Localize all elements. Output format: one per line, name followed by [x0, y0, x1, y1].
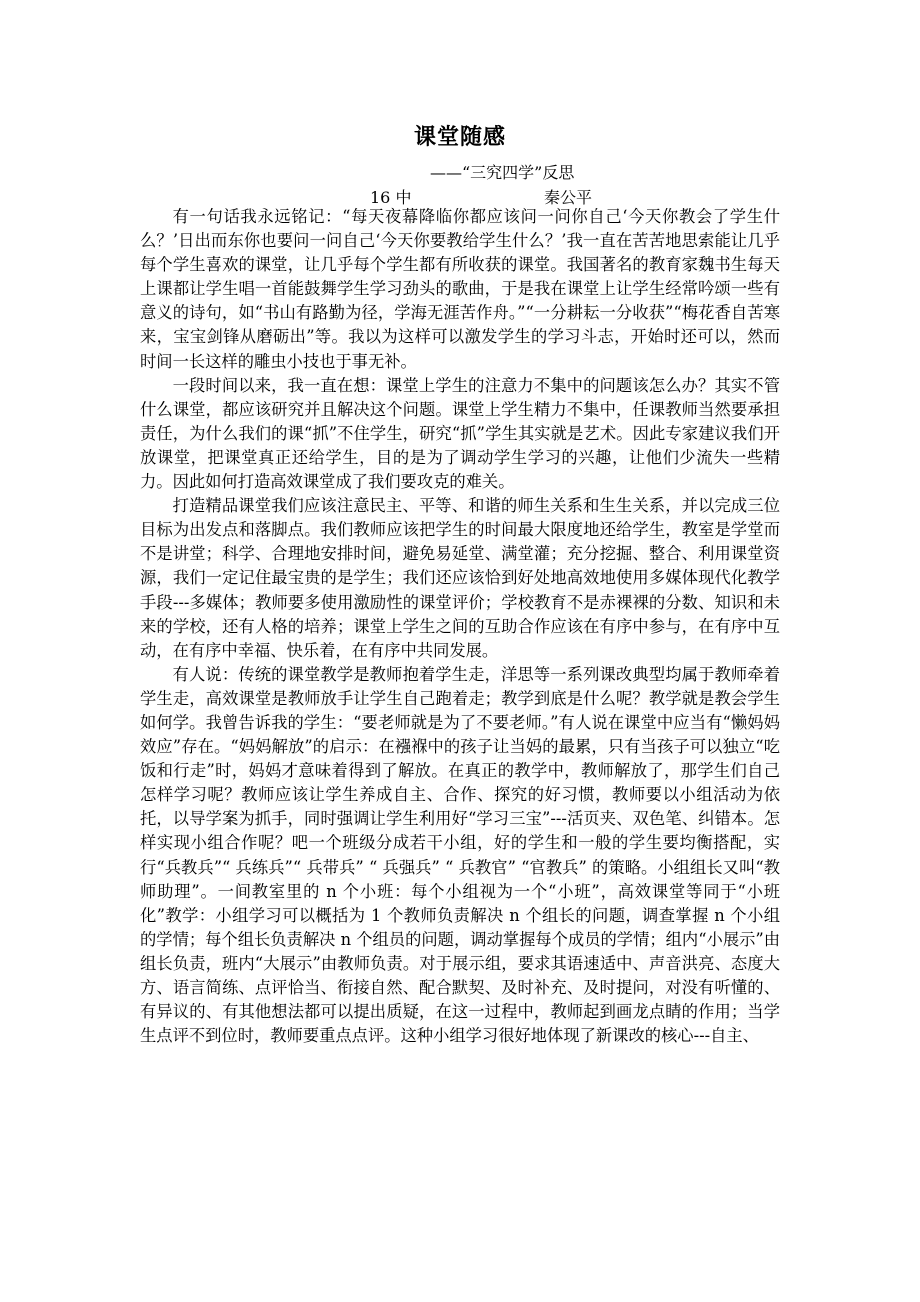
- paragraph: 打造精品课堂我们应该注意民主、平等、和谐的师生关系和生生关系，并以完成三位目标为出发点和落脚点。我们教师应该把学生的时间最大限度地还给学生，教室是学堂而不是讲堂；科学、合理地安排时间，避免易延堂、满堂灌；充分挖掘、整合、利用课堂资源，我们一定记住最宝贵的是学生；我们还应该恰到好处地高效地使用多媒体现代化教学手段---多媒体；教师要多使用激励性的课堂评价；学校教育不是赤裸裸的分数、知识和未来的学校，还有人格的培养；课堂上学生之间的互助合作应该在有序中参与，在有序中互动，在有序中幸福、快乐着，在有序中共同发展。: [140, 496, 780, 660]
- document-subtitle: ——“三究四学”反思: [430, 163, 575, 182]
- document-title: 课堂随感: [413, 124, 506, 150]
- paragraph: 有人说：传统的课堂教学是教师抱着学生走，洋思等一系列课改典型均属于教师牵着学生走，高效课堂是教师放手让学生自己跑着走；教学到底是什么呢？教学就是教会学生如何学。我曾告诉我的学生：“要老师就是为了不要老师。”有人说在课堂中应当有“懒妈妈效应”存在。“妈妈解放”的启示：在襁褓中的孩子让当妈的最累，只有当孩子可以独立“吃饭和行走”时，妈妈才意味着得到了解放。在真正的教学中，教师解放了，那学生们自己怎样学习呢？教师应该让学生养成自主、合作、探究的好习惯，教师要以小组活动为依托，以导学案为抓手，同时强调让学生利用好“学习三宝”---活页夹、双色笔、纠错本。怎样实现小组合作呢？吧一个班级分成若干小组，好的学生和一般的学生要均衡搭配，实行“兵教兵”“ 兵练兵”“ 兵带兵” “ 兵强兵” “ 兵教官” “官教兵” 的策略。小组组长又叫“教师助理”。一间教室里的 n 个小班：每个小组视为一个“小班”，高效课堂等同于“小班化”教学：小组学习可以概括为 1 个教师负责解决 n 个组长的问题，调查掌握 n 个小组的学情；每个组长负责解决 n 个组员的问题，调动掌握每个成员的学情；组内“小展示”由组长负责，班内“大展示”由教师负责。对于展示组，要求其语速适中、声音洪亮、态度大方、语言简练、点评恰当、衔接自然、配合默契、及时补充、及时提问，对没有听懂的、有异议的、有其他想法都可以提出质疑，在这一过程中，教师起到画龙点睛的作用；当学生点评不到位时，教师要重点点评。这种小组学习很好地体现了新课改的核心---自主、: [140, 664, 780, 1046]
- author-school: 16 中: [370, 188, 412, 207]
- paragraph: 有一句话我永远铭记：“每天夜幕降临你都应该问一问你自己‘今天你教会了学生什么？’日出而东你也要问一问自己‘今天你要教给学生什么？’我一直在苦苦地思索能让几乎每个学生喜欢的课堂，让几乎每个学生都有所收获的课堂。我国著名的教育家魏书生每天上课都让学生唱一首能鼓舞学生学习劲头的歌曲，于是我在课堂上让学生经常吟颂一些有意义的诗句，如“书山有路勤为径，学海无涯苦作舟。”“一分耕耘一分收获”“梅花香自苦寒来，宝宝剑锋从磨砺出”等。我以为这样可以激发学生的学习斗志，开始时还可以，然而时间一长这样的雕虫小技也于事无补。: [140, 207, 780, 371]
- author-name: 秦公平: [544, 188, 593, 207]
- paragraph: 一段时间以来，我一直在想：课堂上学生的注意力不集中的问题该怎么办？其实不管什么课堂，都应该研究并且解决这个问题。课堂上学生精力不集中，任课教师当然要承担责任，为什么我们的课“抓”不住学生，研究“抓”学生其实就是艺术。因此专家建议我们开放课堂，把课堂真正还给学生，目的是为了调动学生学习的兴趣，让他们少流失一些精力。因此如何打造高效课堂成了我们要攻克的难关。: [140, 375, 780, 492]
- document-body: [140, 205, 780, 1048]
